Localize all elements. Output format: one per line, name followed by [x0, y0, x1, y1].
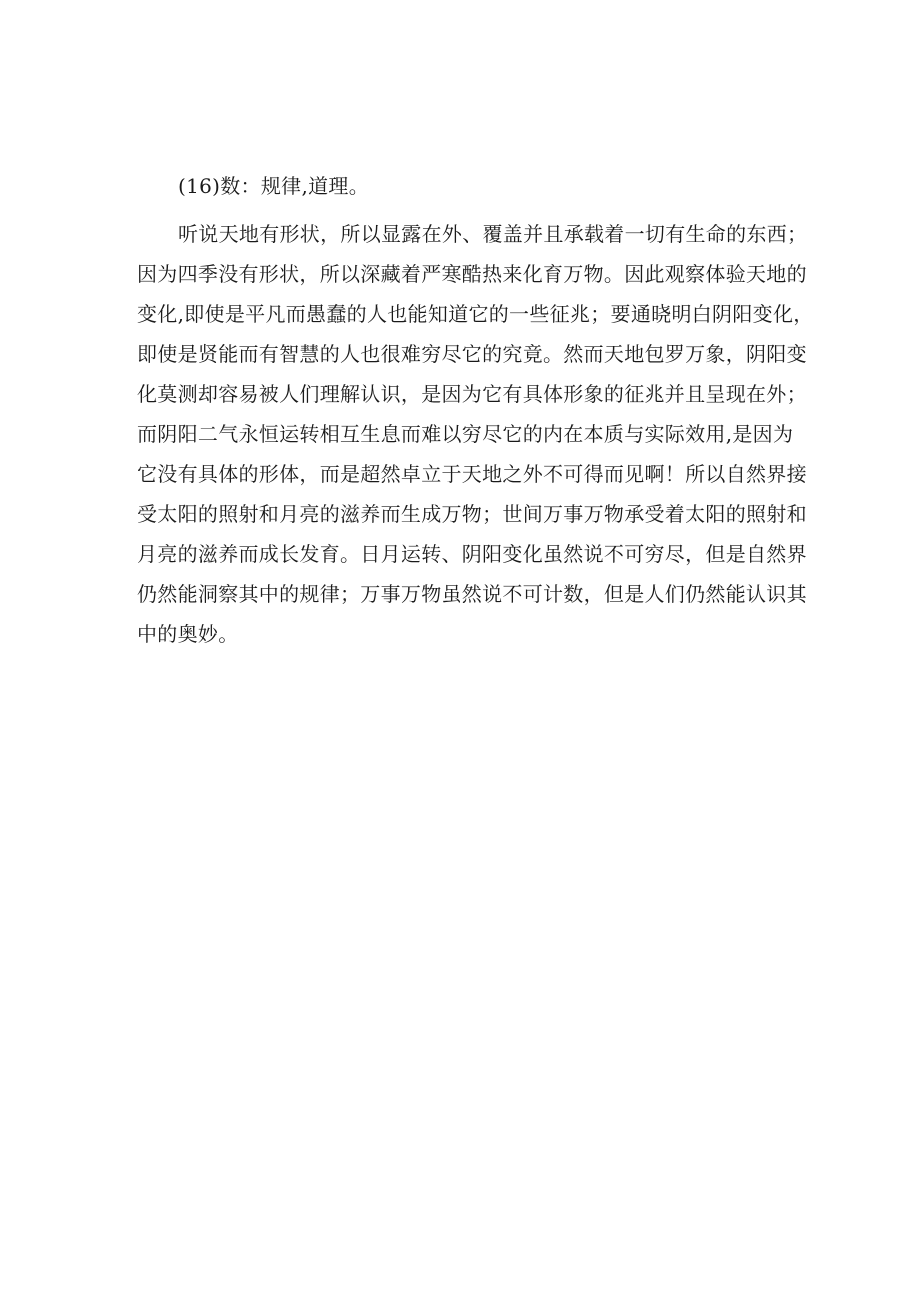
paragraph-line: 化莫测却容易被人们理解认识，是因为它有具体形象的征兆并且呈现在外；: [137, 382, 807, 406]
paragraph-line: 变化,即使是平凡而愚蠢的人也能知道它的一些征兆；要通晓明白阴阳变化，: [137, 302, 814, 326]
annotation-note: (16)数：规律,道理。: [178, 174, 370, 198]
paragraph-line: 受太阳的照射和月亮的滋养而生成万物；世间万事万物承受着太阳的照射和: [137, 502, 807, 526]
document-body: [137, 166, 814, 654]
paragraph-line: 因为四季没有形状，所以深藏着严寒酷热来化育万物。因此观察体验天地的: [137, 262, 807, 286]
translation-paragraph: [137, 214, 814, 654]
paragraph-line: 仍然能洞察其中的规律；万事万物虽然说不可计数，但是人们仍然能认识其: [137, 582, 807, 606]
paragraph-line: 即使是贤能而有智慧的人也很难穷尽它的究竟。然而天地包罗万象，阴阳变: [137, 342, 807, 366]
paragraph-line: 中的奥妙。: [137, 622, 239, 646]
paragraph-line: 月亮的滋养而成长发育。日月运转、阴阳变化虽然说不可穷尽，但是自然界: [137, 542, 807, 566]
paragraph-line: 它没有具体的形体，而是超然卓立于天地之外不可得而见啊！所以自然界接: [137, 462, 807, 486]
paragraph-line: 而阴阳二气永恒运转相互生息而难以穷尽它的内在本质与实际效用,是因为: [137, 422, 794, 446]
paragraph-line: 听说天地有形状，所以显露在外、覆盖并且承载着一切有生命的东西；: [178, 222, 808, 246]
